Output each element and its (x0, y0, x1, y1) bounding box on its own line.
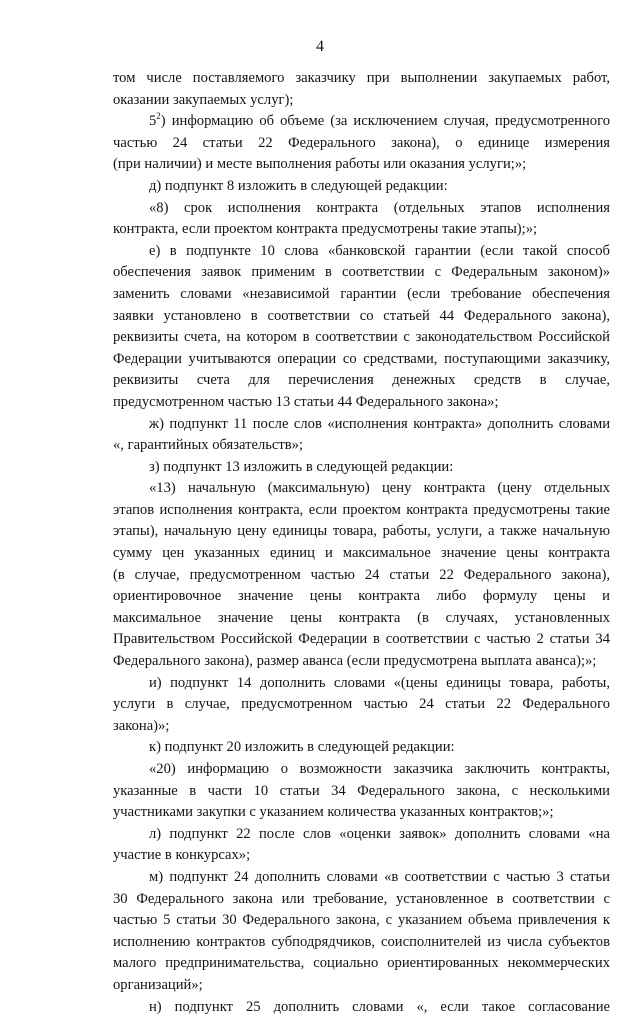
text-line-content: обеспечения заявок применим в соответствии с Федеральным законом)» (113, 264, 610, 281)
text-line-content: этапы), начальную цену единицы товара, работы, услуги, а также начальную (113, 523, 610, 540)
text-line-content: предусмотренном частью 13 статьи 44 Федерального закона»; (113, 393, 499, 410)
text-line-content: закона)»; (113, 717, 170, 734)
text-line (113, 68, 610, 90)
text-line (113, 111, 610, 133)
text-line (113, 910, 610, 932)
text-line-content: частью 24 статьи 22 Федерального закона), о единице измерения (113, 134, 610, 151)
text-line-content: д) подпункт 8 изложить в следующей редакции: (149, 177, 448, 194)
text-line (113, 932, 610, 954)
text-line (113, 975, 610, 997)
text-line (113, 306, 610, 328)
text-line-content: ориентировочное значение цены контракта либо формулу цены и (113, 588, 610, 605)
text-line (113, 565, 610, 587)
text-line-content: Федерального закона), размер аванса (если предусмотрена выплата аванса);»; (113, 653, 597, 670)
text-line-content: оказании закупаемых услуг); (113, 91, 294, 108)
text-line (113, 781, 610, 803)
text-line (113, 953, 610, 975)
text-line-content: контракта, если проектом контракта предусмотрены такие этапы);»; (113, 221, 538, 238)
text-line (113, 737, 610, 759)
text-line (113, 327, 610, 349)
text-line-content: (при наличии) и месте выполнения работы или оказания услуги;»; (113, 156, 527, 173)
text-line (113, 629, 610, 651)
text-line-content: малого предпринимательства, социально ориентированных некоммерческих (113, 955, 610, 972)
text-line-content: 30 Федерального закона или требование, установленное в соответствии с (113, 890, 610, 907)
text-line (113, 370, 610, 392)
text-line (113, 478, 610, 500)
text-line (113, 219, 610, 241)
text-line (113, 716, 610, 738)
item-number-superscript: 2 (156, 111, 161, 122)
text-line (113, 845, 610, 867)
text-line-content: этапов исполнения контракта, если проектом контракта предусмотрены такие (113, 501, 610, 518)
text-line-content: м) подпункт 24 дополнить словами «в соответствии с частью 3 статьи (149, 868, 610, 885)
text-line (113, 457, 610, 479)
text-line (113, 997, 610, 1018)
text-line-content: организаций»; (113, 976, 203, 993)
text-line-content: л) подпункт 22 после слов «оценки заявок» дополнить словами «на (149, 825, 610, 842)
text-line-content: заменить словами «независимой гарантии (если требование обеспечения (113, 285, 610, 302)
text-line (113, 176, 610, 198)
item-number: 5 (149, 113, 157, 130)
text-line (113, 608, 610, 630)
text-line-content: «20) информацию о возможности заказчика заключить контракты, (149, 761, 610, 777)
text-line-content: информацию об объеме (за исключением случая, предусмотренного (171, 113, 610, 130)
text-line (113, 284, 610, 306)
text-line (113, 392, 610, 414)
text-line (113, 889, 610, 911)
text-line (113, 133, 610, 155)
text-line-content: е) в подпункте 10 слова «банковской гарантии (если такой способ (149, 242, 610, 259)
text-line (113, 435, 610, 457)
text-line (113, 500, 610, 522)
text-line (113, 651, 610, 673)
item-number-close: ) (160, 113, 172, 130)
text-line (113, 694, 610, 716)
text-line (113, 759, 610, 781)
document-body (113, 68, 610, 1018)
text-line-content: Федерации учитываются операции со средствами, поступающими заказчику, (113, 350, 610, 367)
text-line-content: участниками закупки с указанием количества указанных контрактов;»; (113, 804, 554, 821)
text-line (113, 198, 610, 220)
text-line-content: и) подпункт 14 дополнить словами «(цены единицы товара, работы, (149, 674, 610, 691)
text-line-content: реквизиты счета, на котором в соответствии с законодательством Российской (113, 329, 610, 346)
text-line-content: максимальное значение цены контракта (в случаях, установленных (113, 609, 610, 626)
text-line (113, 521, 610, 543)
text-line-content: з) подпункт 13 изложить в следующей редакции: (149, 458, 454, 475)
text-line (113, 90, 610, 112)
text-line-content: «8) срок исполнения контракта (отдельных этапов исполнения (149, 199, 610, 216)
text-line-content: «13) начальную (максимальную) цену контракта (цену отдельных (149, 480, 610, 497)
text-line (113, 241, 610, 263)
text-line-content: ж) подпункт 11 после слов «исполнения контракта» дополнить словами (149, 415, 610, 432)
text-line-content: реквизиты счета для перечисления денежных средств в случае, (113, 372, 610, 389)
text-line-content: «, гарантийных обязательств»; (113, 437, 304, 454)
text-line-content: сумму цен указанных единиц и максимальное значение цены контракта (113, 545, 610, 562)
text-line (113, 867, 610, 889)
text-line (113, 673, 610, 695)
text-line-content: исполнению контрактов субподрядчиков, соисполнителей из числа субъектов (113, 933, 610, 950)
text-line-content: участие в конкурсах»; (113, 847, 251, 864)
text-line (113, 154, 610, 176)
text-line (113, 586, 610, 608)
text-line (113, 349, 610, 371)
page-number: 4 (316, 38, 324, 55)
text-line-content: том числе поставляемого заказчику при выполнении закупаемых работ, (113, 70, 610, 86)
text-line-content: услуги в случае, предусмотренном частью 24 статьи 22 Федерального (113, 696, 610, 713)
text-line-content: заявки установлено в соответствии со статьей 44 Федерального закона), (113, 307, 610, 324)
text-line-content: Правительством Российской Федерации в соответствии с частью 2 статьи 34 (113, 631, 610, 648)
text-line-content: (в случае, предусмотренном частью 24 статьи 22 Федерального закона), (113, 566, 610, 583)
text-line (113, 802, 610, 824)
text-line (113, 543, 610, 565)
text-line-content: указанные в части 10 статьи 34 Федерального закона, с несколькими (113, 782, 610, 799)
text-line-content: н) подпункт 25 дополнить словами «, если такое согласование (149, 998, 610, 1015)
text-line (113, 414, 610, 436)
text-line (113, 262, 610, 284)
text-line-content: частью 5 статьи 30 Федерального закона, с указанием объема привлечения к (113, 912, 610, 929)
text-line-content: к) подпункт 20 изложить в следующей редакции: (149, 739, 455, 756)
text-line (113, 824, 610, 846)
